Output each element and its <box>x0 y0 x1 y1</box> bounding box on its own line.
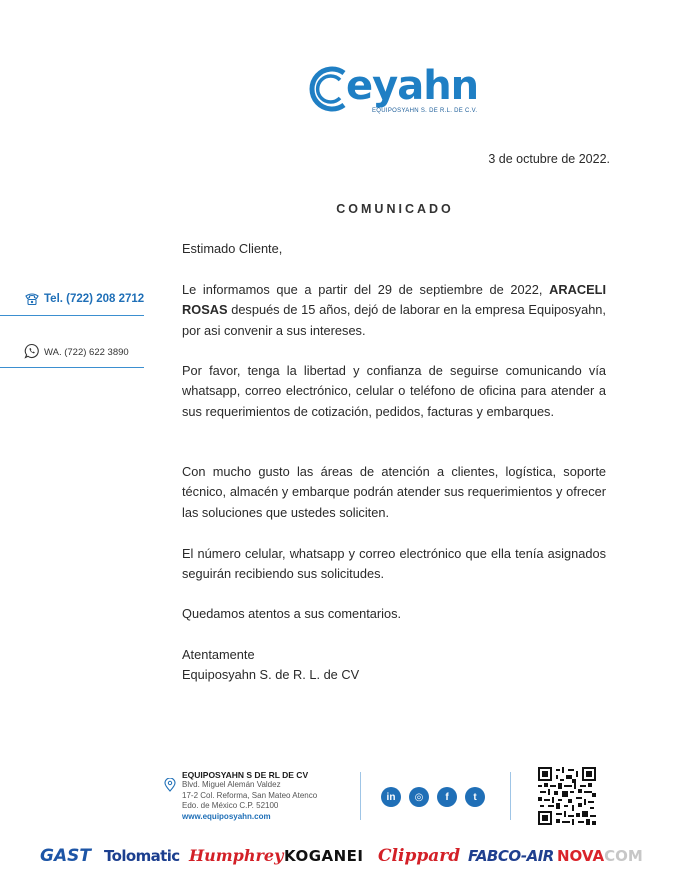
twitter-icon[interactable]: t <box>465 787 485 807</box>
brand-koganei-logo: KOGANEI <box>284 847 364 865</box>
footer-company: EQUIPOSYAHN S DE RL DE CV <box>182 770 309 780</box>
phone-contact <box>0 291 145 311</box>
paragraph-3: Con mucho gusto las áreas de atención a clientes, logística, soporte técnico, almacén y embarque podrán atender sus requerimientos y ofrecer las soluciones que ustedes soliciten. <box>182 464 606 520</box>
signature: Equiposyahn S. de R. L. de CV <box>182 667 360 682</box>
instagram-icon[interactable]: ◎ <box>409 787 429 807</box>
footer-address-line: 17-2 Col. Reforma, San Mateo Atenco <box>182 790 318 800</box>
brand-tolomatic-logo: Tolomatic <box>104 847 180 865</box>
company-logo <box>306 63 479 120</box>
brand-fabco-logo: FABCO-AIR <box>468 847 554 865</box>
paragraph-2: Por favor, tenga la libertad y confianza de seguirse comunicando vía whatsapp, correo electrónico, celular o teléfono de oficina para atender a sus requerimientos de cotización, pedidos, facturas y embarques. <box>182 363 606 419</box>
brand-novacom-part: NOVA <box>557 847 605 865</box>
brand-gast-logo: GAST <box>40 846 91 866</box>
social-links <box>381 787 485 807</box>
footer-divider <box>360 772 361 820</box>
footer-address-line: Edo. de México C.P. 52100 <box>182 801 279 811</box>
letter-date: 3 de octubre de 2022. <box>488 152 610 166</box>
employee-name: ARACELI ROSAS <box>182 282 606 318</box>
brand-novacom-part: COM <box>604 847 643 865</box>
whatsapp-contact <box>0 343 145 363</box>
linkedin-icon[interactable]: in <box>381 787 401 807</box>
contact-divider <box>0 367 144 368</box>
brand-novacom-logo <box>557 845 643 867</box>
letter-heading: COMUNICADO <box>336 202 454 216</box>
facebook-icon[interactable]: f <box>437 787 457 807</box>
qr-code-icon[interactable] <box>538 767 596 825</box>
footer-address <box>182 770 317 822</box>
location-pin-icon <box>164 778 176 792</box>
paragraph-5: Quedamos atentos a sus comentarios. <box>182 606 402 621</box>
brand-strip <box>0 845 690 869</box>
phone-number[interactable]: Tel. (722) 208 2712 <box>44 293 145 305</box>
phone-icon <box>24 291 40 307</box>
paragraph-1-text-a: Le informamos que a partir del 29 de septiembre de 2022, <box>182 282 543 297</box>
brand-clippard-logo: Clippard <box>378 846 461 866</box>
contact-divider <box>0 315 144 316</box>
greeting: Estimado Cliente, <box>182 241 283 256</box>
footer-address-line: Blvd. Miguel Alemán Valdez <box>182 780 281 790</box>
closing: Atentamente <box>182 647 255 662</box>
brand-humphrey-logo: Humphrey <box>189 846 284 865</box>
paragraph-1 <box>182 280 606 341</box>
logo-wordmark: eyahn <box>346 63 479 109</box>
whatsapp-icon <box>24 343 40 359</box>
logo-subtitle: EQUIPOSYAHN S. DE R.L. DE C.V. <box>372 108 478 114</box>
whatsapp-number[interactable]: WA. (722) 622 3890 <box>44 347 129 358</box>
footer-divider <box>510 772 511 820</box>
paragraph-1-text-b: después de 15 años, dejó de laborar en la empresa Equiposyahn, por asi convenir a sus intereses. <box>182 302 606 338</box>
footer-website-link[interactable]: www.equiposyahn.com <box>182 811 271 821</box>
paragraph-4: El número celular, whatsapp y correo electrónico que ella tenía asignados seguirán recibiendo sus solicitudes. <box>182 546 606 582</box>
